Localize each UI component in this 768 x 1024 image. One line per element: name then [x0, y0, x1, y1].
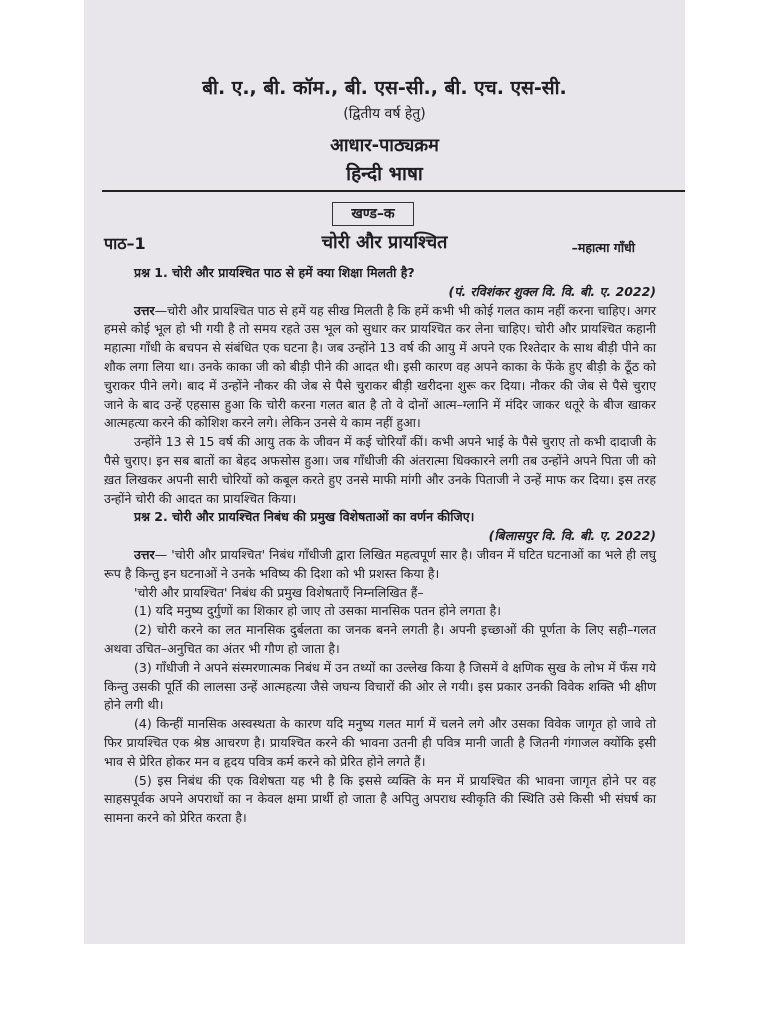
question-2: प्रश्न 2. चोरी और प्रायश्चित निबंध की प्रमुख विशेषताओं का वर्णन कीजिए।: [134, 509, 475, 525]
year-subtitle: (द्वितीय वर्ष हेतु): [343, 106, 426, 122]
list-item: (1) यदि मनुष्य दुर्गुणों का शिकार हो जाए तो उसका मानसिक पतन होने लगता है।: [134, 603, 501, 619]
question-2-source: (बिलासपुर वि. वि. बी. ए. 2022): [488, 528, 656, 544]
question-1: प्रश्न 1. चोरी और प्रायश्चित पाठ से हमें क्या शिक्षा मिलती है?: [134, 265, 415, 280]
list-item: (4) किन्हीं मानसिक अस्वस्थता के कारण यदि मनुष्य गलत मार्ग में चलने लगे और उसका विवेक जागृत हो जावे तो फिर प्रायश्चित एक श्रेष्ठ आचरण है। प्रायश्चित करने की भावना उतनी ही पवित्र मानी जाती है जितनी गंगाजल क्योंकि इसी भाव से प्रेरित होकर मन व हृदय पवित्र कर्म करने को प्रेरित होने लगते हैं।: [104, 716, 656, 769]
header-divider: [102, 190, 685, 192]
answer-2-text: — 'चोरी और प्रायश्चित' निबंध गाँधीजी द्वारा लिखित महत्वपूर्ण सार है। जीवन में घटित घटनाओं का भले ही लघु रूप है किन्तु इन घटनाओं ने उनके भविष्य की दिशा को भी प्रशस्त किया है।: [104, 546, 656, 581]
answer-2-paragraph-1: [104, 546, 656, 584]
answer-label: उत्तर: [134, 302, 155, 318]
subject-title: हिन्दी भाषा: [346, 163, 423, 185]
lesson-author: –महात्मा गाँधी: [571, 240, 635, 255]
answer-label: उत्तर: [134, 546, 155, 562]
lesson-title: चोरी और प्रायश्चित: [321, 232, 448, 253]
lesson-number: पाठ–1: [104, 234, 146, 253]
course-type: आधार-पाठ्यक्रम: [330, 135, 439, 156]
answer-1-paragraph-2: उन्होंने 13 से 15 वर्ष की आयु तक के जीवन में कई चोरियाँ कीं। कभी अपने भाई के पैसे चुराए तो कभी दादाजी के पैसे चुराए। इन सब बातों का बेहद अफसोस हुआ। जब गाँधीजी की अंतरात्मा धिक्कारने लगी तब उन्होंने अपने पिता जी को ख़त लिखकर अपनी सारी चोरियों को कबूल करते हुए उनसे माफी मांगी और उनके पिताजी ने उन्हें माफ कर दिया। इस तरह उन्होंने चोरी की आदत का प्रायश्चित किया।: [104, 434, 656, 506]
question-1-source: (पं. रविशंकर शुक्ल वि. वि. बी. ए. 2022): [448, 283, 656, 299]
list-item: (3) गाँधीजी ने अपने संस्मरणात्मक निबंध में उन तथ्यों का उल्लेख किया है जिसमें वे क्षणिक सुख के लोभ में फँस गये किन्तु उसकी पूर्ति की लालसा उन्हें आत्महत्या जैसे जघन्य विचारों की ओर ले गयी। इस प्रकार उनकी विवेक शक्ति भी क्षीण होने लगी थी।: [104, 659, 656, 713]
list-item: (5) इस निबंध की एक विशेषता यह भी है कि इससे व्यक्ति के मन में प्रायश्चित की भावना जागृत होने पर वह साहसपूर्वक अपने अपराधों का न केवल क्षमा प्रार्थी हो जाता है अपितु अपराध स्वीकृति की स्थिति उसे किसी भी संघर्ष का सामना करने को प्रेरित करता है।: [104, 772, 656, 826]
list-item: (2) चोरी करने का लत मानसिक दुर्बलता का जनक बनने लगती है। अपनी इच्छाओं की पूर्णता के लिए सही–गलत अथवा उचित–अनुचित का अंतर भी गौण हो जाता है।: [104, 622, 656, 656]
course-title: बी. ए., बी. कॉम., बी. एस-सी., बी. एच. एस-सी.: [202, 77, 567, 99]
answer-2-intro: 'चोरी और प्रायश्चित' निबंध की प्रमुख विशेषताएँ निम्नलिखित हैं–: [134, 584, 424, 600]
answer-1-paragraph-1: [104, 302, 656, 434]
section-label: खण्ड–क: [332, 202, 414, 226]
book-page: [84, 0, 685, 944]
page-body: [104, 264, 656, 828]
answer-1-text: —चोरी और प्रायश्चित पाठ से हमें यह सीख मिलती है कि हमें कभी भी कोई गलत काम नहीं करना चाहिए। अगर हमसे कोई भूल हो भी गयी है तो समय रहते उस भूल को सुधार कर प्रायश्चित कर लेना चाहिए। चोरी और प्रायश्चित कहानी महात्मा गाँधी के बचपन से संबंधित एक घटना है। जब उन्होंने 13 वर्ष की आयु में अपने एक रिश्तेदार के साथ बीड़ी पीने का शौक लगा लिया था। उनके काका जी को बीड़ी पीने की आदत थी। इसी कारण वह अपने काका के फेंके हुए बीड़ी के ठूँठ को चुराकर पीने लगे। बाद में उन्होंने नौकर की जेब से पैसे चुराकर बीड़ी खरीदना शुरू कर दिया। नौकर की जेब से पैसे चुराए जाने के बाद उन्हें एहसास हुआ कि चोरी करना गलत बात है तो वे दोनों आत्म–ग्लानि में मंदिर जाकर धतूरे के बीज खाकर आत्महत्या करने की कोशिश करने लगे। लेकिन उनसे ये काम नहीं हुआ।: [104, 302, 656, 431]
